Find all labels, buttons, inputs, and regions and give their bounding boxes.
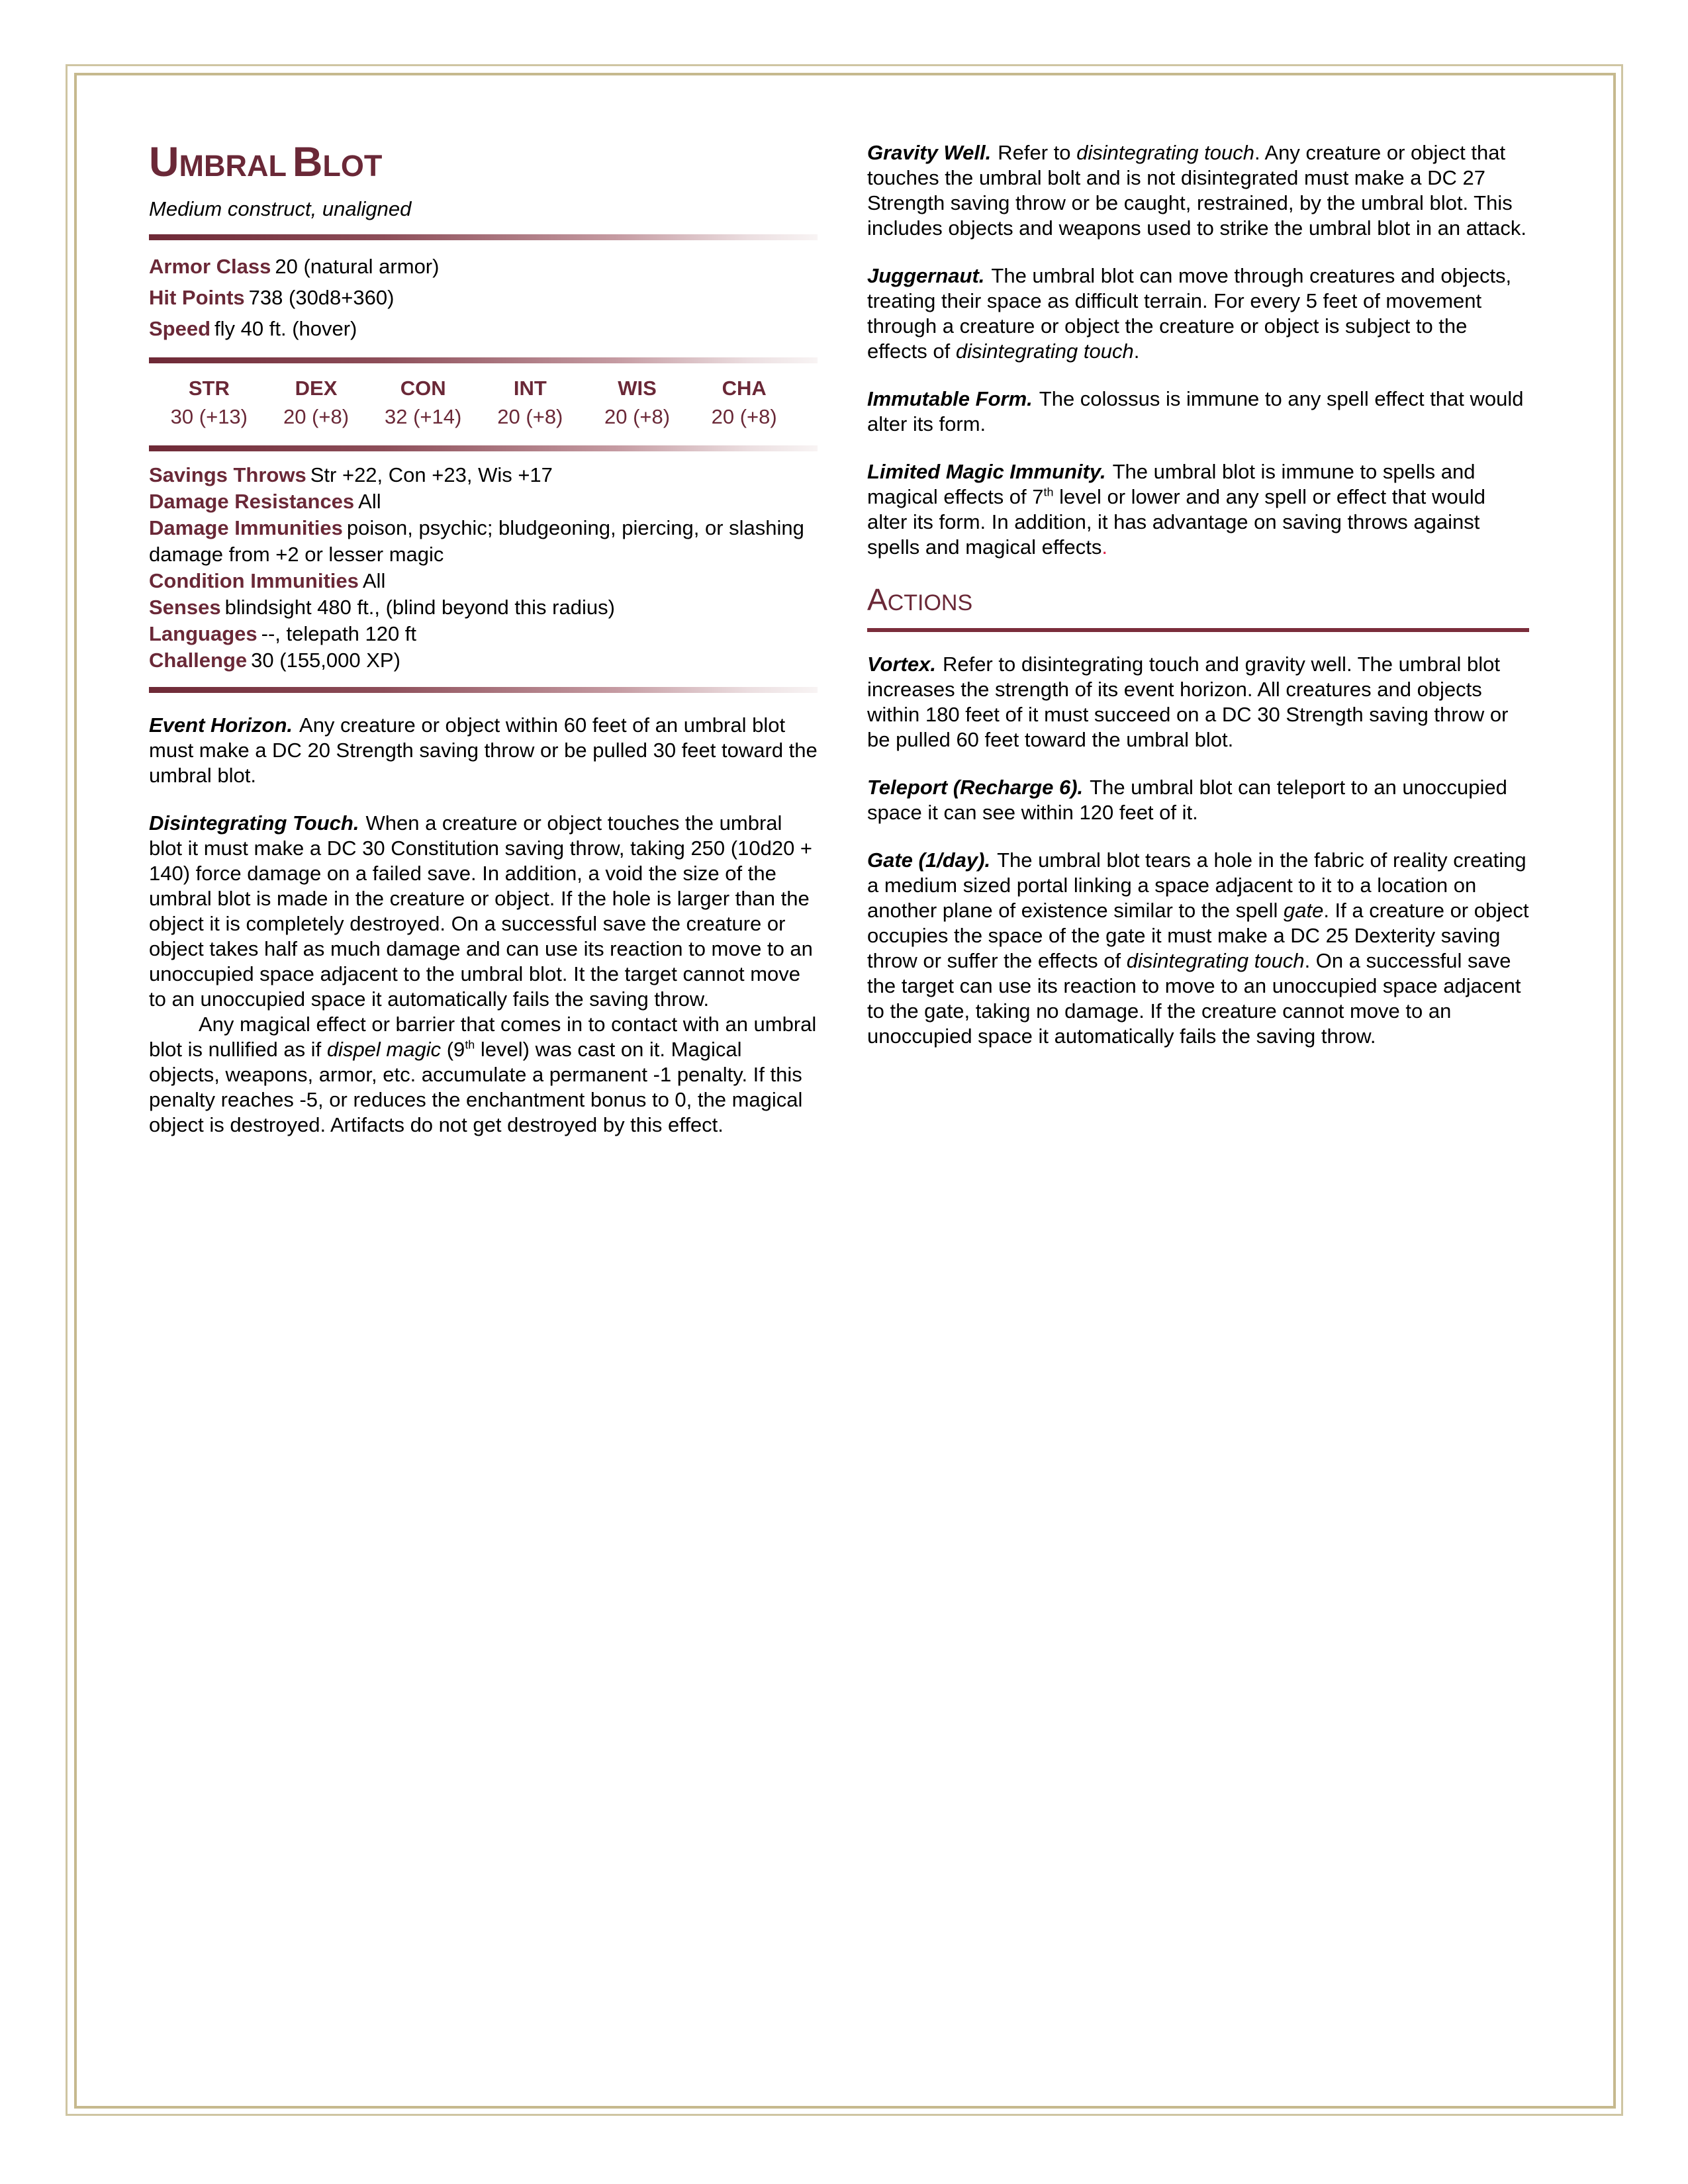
action-teleport-recharge-6 (867, 775, 1529, 825)
ability-cha (690, 375, 798, 432)
stat-line-speed (149, 313, 818, 344)
ability-name: CHA (722, 377, 767, 400)
trait-name: Immutable Form. (867, 387, 1033, 410)
stat-label: Savings Throws (149, 463, 306, 486)
stat-label: Hit Points (149, 286, 245, 309)
ability-score: 20 (+8) (711, 405, 777, 428)
stat-label: Armor Class (149, 255, 271, 278)
trait-disintegrating-touch (149, 811, 818, 1138)
stat-label: Languages (149, 622, 258, 645)
ability-wis (584, 375, 691, 432)
ability-score: 30 (+13) (170, 405, 248, 428)
text-run: Refer to disintegrating touch and gravity well. The umbral blot increases the strength of its event horizon. All creatures and objects within 180 feet of it must succeed on a DC 30 Strength saving throw or be pulled 60 feet toward the umbral blot. (867, 653, 1509, 751)
ability-name: STR (188, 377, 230, 400)
trait-event-horizon (149, 713, 818, 788)
text-run: . On a successful save the target can use its reaction to move to an unoccupied space adjacent to the gate, taking no damage. If the creature cannot move to an unoccupied space it automatically fails the saving throw. (867, 949, 1521, 1048)
stat-label: Condition Immunities (149, 569, 359, 592)
trait-paragraph (867, 459, 1529, 560)
text-run: level) was cast on it. Magical objects, weapons, armor, etc. accumulate a permanent -1 penalty. If this penalty reaches -5, or reduces the enchantment bonus to 0, the magical object is destroyed. Artifacts do not get destroyed by this effect. (149, 1038, 803, 1136)
stat-value: All (358, 490, 381, 513)
trait-name: Limited Magic Immunity. (867, 460, 1106, 483)
trait-name: Gate (1/day). (867, 848, 991, 872)
ability-name: WIS (618, 377, 657, 400)
ability-con (369, 375, 477, 432)
stat-value: 30 (155,000 XP) (251, 649, 400, 672)
ability-int (477, 375, 584, 432)
section-divider (149, 234, 818, 240)
text-run: (9 (441, 1038, 465, 1061)
italic-text: dispel magic (326, 1038, 442, 1061)
red-period: . (1102, 535, 1108, 559)
ability-scores (149, 375, 818, 432)
ability-score: 20 (+8) (283, 405, 350, 428)
stat-value: 20 (natural armor) (275, 255, 440, 278)
text-run: The umbral blot is immune to spells and magical effects of 7 (867, 460, 1476, 508)
trait-paragraph (867, 140, 1529, 241)
stat-line-languages (149, 621, 818, 647)
stat-value: poison, psychic; bludgeoning, piercing, or slashing damage from +2 or lesser magic (149, 516, 804, 566)
trait-juggernaut (867, 263, 1529, 364)
italic-text: disintegrating touch (1126, 949, 1305, 972)
detail-stats (149, 462, 818, 674)
trait-name: Vortex. (867, 653, 936, 676)
action-paragraph (867, 652, 1529, 752)
title-initial-1: B (292, 139, 323, 185)
text-run: level or lower and any spell or effect that would alter its form. In addition, it has advantage on saving throws against spells and magical effects (867, 485, 1486, 559)
trait-paragraph (149, 1012, 818, 1138)
action-vortex (867, 652, 1529, 752)
text-run: Any creature or object within 60 feet of an umbral blot must make a DC 20 Strength saving throw or be pulled 30 feet toward the umbral blot. (149, 713, 818, 787)
ability-score: 20 (+8) (604, 405, 671, 428)
action-gate-1-day (867, 848, 1529, 1049)
italic-text: gate (1283, 899, 1324, 922)
stat-value: 738 (30d8+360) (248, 286, 395, 309)
actions-list (867, 652, 1529, 1049)
text-run: . (1133, 340, 1140, 363)
title-initial-0: U (149, 139, 179, 185)
stat-value: blindsight 480 ft., (blind beyond this radius) (224, 596, 615, 619)
title-smallcaps-0: MBRAL (179, 149, 287, 183)
ability-score: 32 (+14) (385, 405, 462, 428)
ability-name: INT (513, 377, 547, 400)
trait-paragraph (867, 387, 1529, 437)
stat-line-senses (149, 594, 818, 621)
stat-label: Speed (149, 317, 211, 340)
text-run: Any magical effect or barrier that comes in to contact with an umbral blot is nullified as if (149, 1013, 817, 1061)
text-run: The colossus is immune to any spell effect that would alter its form. (867, 387, 1524, 435)
ability-dex (263, 375, 370, 432)
stat-value: fly 40 ft. (hover) (214, 317, 357, 340)
ability-name: CON (400, 377, 446, 400)
title-smallcaps-0: CTIONS (887, 590, 973, 615)
italic-text: disintegrating touch (1076, 141, 1254, 164)
ability-name: DEX (295, 377, 338, 400)
trait-paragraph (149, 713, 818, 788)
ability-score: 20 (+8) (497, 405, 563, 428)
stat-label: Damage Immunities (149, 516, 343, 539)
stat-value: Str +22, Con +23, Wis +17 (310, 463, 553, 486)
stat-label: Senses (149, 596, 221, 619)
stat-line-damage-resistances (149, 488, 818, 515)
section-divider (149, 357, 818, 363)
text-run: The umbral blot tears a hole in the fabric of reality creating a medium sized portal linking a space adjacent to it to a location on another plane of existence similar to the spell (867, 848, 1526, 922)
stat-line-challenge (149, 647, 818, 674)
stat-line-hit-points (149, 282, 818, 313)
trait-name: Teleport (Recharge 6). (867, 776, 1084, 799)
text-run: . If a creature or object occupies the space of the gate it must make a DC 25 Dexterity saving throw or suffer the effects of (867, 899, 1529, 972)
action-paragraph (867, 775, 1529, 825)
text-run: Refer to (998, 141, 1077, 164)
action-paragraph (867, 848, 1529, 1049)
traits-right (867, 140, 1529, 560)
text-run: The umbral blot can teleport to an unoccupied space it can see within 120 feet of it. (867, 776, 1507, 824)
title-initial-0: A (867, 582, 888, 617)
trait-immutable-form (867, 387, 1529, 437)
stat-label: Damage Resistances (149, 490, 355, 513)
title-smallcaps-1: LOT (322, 149, 383, 183)
trait-name: Gravity Well. (867, 141, 992, 164)
right-column (867, 140, 1529, 1071)
stat-value: All (362, 569, 386, 592)
text-run: When a creature or object touches the umbral blot it must make a DC 30 Constitution saving throw, taking 250 (10d20 + 140) force damage on a failed save. In addition, a void the size of the umbral blot is made in the creature or object. If the hole is larger than the object it is completely destroyed. On a successful save the creature or object takes half as much damage and can use its reaction to move to an unoccupied space adjacent to the umbral blot. It the target cannot move to an unoccupied space it automatically fails the saving throw. (149, 811, 813, 1011)
section-divider (149, 445, 818, 451)
traits-left (149, 713, 818, 1138)
text-run: The umbral blot can move through creatures and objects, treating their space as difficult terrain. For every 5 feet of movement through a creature or object the creature or object is subject to the effects of (867, 264, 1512, 363)
superscript: th (1043, 485, 1054, 499)
trait-limited-magic-immunity (867, 459, 1529, 560)
creature-type: Medium construct, unaligned (149, 197, 412, 220)
italic-text: disintegrating touch (955, 340, 1134, 363)
text-run: . Any creature or object that touches the umbral bolt and is not disintegrated must make a DC 27 Strength saving throw or be caught, restrained, by the umbral blot. This includes objects and weapons used to strike the umbral blot in an attack. (867, 141, 1527, 240)
section-divider (149, 687, 818, 693)
trait-name: Juggernaut. (867, 264, 985, 287)
stat-label: Challenge (149, 649, 248, 672)
stat-line-damage-immunities (149, 515, 818, 568)
stat-line-savings-throws (149, 462, 818, 488)
core-stats (149, 251, 818, 344)
stat-line-armor-class (149, 251, 818, 282)
trait-paragraph (867, 263, 1529, 364)
trait-name: Event Horizon. (149, 713, 293, 737)
left-column (149, 140, 818, 1160)
stat-line-condition-immunities (149, 568, 818, 594)
ability-str (156, 375, 263, 432)
creature-name (149, 140, 818, 191)
actions-header (867, 582, 1529, 632)
trait-paragraph (149, 811, 818, 1012)
stat-value: --, telepath 120 ft (261, 622, 417, 645)
trait-name: Disintegrating Touch. (149, 811, 359, 835)
trait-gravity-well (867, 140, 1529, 241)
superscript: th (465, 1038, 475, 1052)
